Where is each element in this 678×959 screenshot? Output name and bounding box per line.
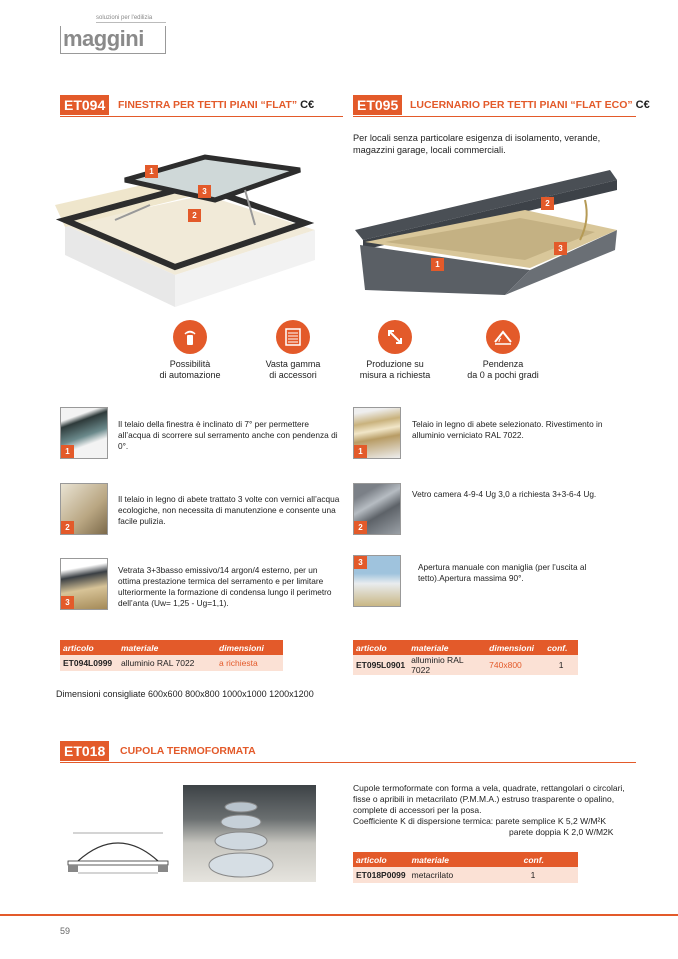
- detail-thumb: 1: [353, 407, 401, 459]
- footer-rule: [0, 914, 678, 916]
- et018-coefficient: Coefficiente K di dispersione termica: parete semplice K 5,2 W/M²K: [353, 816, 607, 826]
- et095-table: [353, 640, 578, 675]
- callout: 2: [541, 197, 554, 210]
- detail-text: Vetro camera 4-9-4 Ug 3,0 a richiesta 3+3-6-4 Ug.: [412, 489, 597, 499]
- et095-title: LUCERNARIO PER TETTI PIANI “FLAT ECO” C€: [410, 99, 650, 111]
- et095-intro: Per locali senza particolare esigenza di isolamento, verande, magazzini garage, locali commerciali.: [353, 133, 601, 155]
- detail-text: Apertura manuale con maniglia (per l’uscita al tetto).Apertura massima 90°.: [418, 562, 587, 583]
- et018-title: CUPOLA TERMOFORMATA: [120, 745, 256, 757]
- callout: 2: [188, 209, 201, 222]
- detail-text: Il telaio della finestra è inclinato di 7° per permettere all’acqua di scorrere sul serramento anche con pendenza di 0°.: [118, 419, 338, 451]
- et095-header: [353, 95, 650, 117]
- feature-slope: Pendenza da 0 a pochi gradi: [458, 320, 548, 381]
- callout: 1: [145, 165, 158, 178]
- logo-rule: [96, 22, 166, 23]
- et095-product-image: [355, 160, 635, 295]
- feature-accessories: Vasta gamma di accessori: [253, 320, 333, 381]
- logo: [60, 26, 166, 54]
- et095-code: ET095: [353, 95, 402, 115]
- et018-coefficient-double: parete doppia K 2,0 W/M2K: [509, 827, 614, 837]
- callout: 3: [198, 185, 211, 198]
- et018-header: [60, 741, 636, 763]
- et018-description: Cupole termoformate con forma a vela, quadrate, rettangolari o circolari, fisse o apribili in metacrilato (P.M.M.A.) estruso trasparente o opalino, complete di accessori per la posa.: [353, 783, 625, 815]
- detail-thumb: 1: [60, 407, 108, 459]
- detail-thumb: 3: [353, 555, 401, 607]
- et094-code: ET094: [60, 95, 109, 115]
- detail-text: Il telaio in legno di abete trattato 3 volte con vernici all’acqua ecologiche, non necessita di manutenzione e consente una facile pulizia.: [118, 494, 340, 526]
- logo-name: maggini: [63, 26, 144, 51]
- table-row: ET095L0901 alluminio RAL 7022 740x800 1: [353, 655, 578, 675]
- detail-thumb: 3: [60, 558, 108, 610]
- et094-title: FINESTRA PER TETTI PIANI “FLAT” C€: [118, 99, 315, 111]
- et018-code: ET018: [60, 741, 109, 761]
- et094-dimensions-note: Dimensioni consigliate 600x600 800x800 1000x1000 1200x1200: [56, 689, 314, 699]
- detail-thumb: 2: [60, 483, 108, 535]
- remote-control-icon: [173, 320, 207, 354]
- ce-mark: C€: [635, 99, 650, 111]
- ce-mark: C€: [300, 99, 315, 111]
- et094-header: [60, 95, 343, 117]
- logo-tagline: soluzioni per l'edilizia: [96, 15, 153, 21]
- feature-custom-size: Produzione su misura a richiesta: [355, 320, 435, 381]
- et018-table: [353, 852, 578, 883]
- accessories-icon: [276, 320, 310, 354]
- page-number: 59: [60, 926, 71, 936]
- resize-arrows-icon: [378, 320, 412, 354]
- table-header-row: articolo materiale dimensioni conf.: [353, 640, 578, 655]
- et094-product-image: [55, 135, 340, 310]
- roof-slope-icon: [486, 320, 520, 354]
- table-header-row: articolo materiale dimensioni: [60, 640, 283, 655]
- table-row: ET094L0999 alluminio RAL 7022 a richiesta: [60, 655, 283, 671]
- callout: 1: [431, 258, 444, 271]
- feature-automation: Possibilità di automazione: [150, 320, 230, 381]
- et018-technical-drawing: [63, 815, 173, 880]
- detail-thumb: 2: [353, 483, 401, 535]
- callout: 3: [554, 242, 567, 255]
- detail-text: Telaio in legno di abete selezionato. Rivestimento in alluminio verniciato RAL 7022.: [412, 419, 603, 440]
- et094-table: [60, 640, 283, 671]
- table-header-row: articolo materiale conf.: [353, 852, 578, 867]
- detail-text: Vetrata 3+3basso emissivo/14 argon/4 esterno, per un ottima prestazione termica del serramento e per limitare ulteriormente la formazione di condensa lungo il perimetro dell’anta (Uw= 1,25 - Ug=1,1).: [118, 565, 332, 608]
- table-row: ET018P0099 metacrilato 1: [353, 867, 578, 883]
- et018-photo: [183, 785, 316, 882]
